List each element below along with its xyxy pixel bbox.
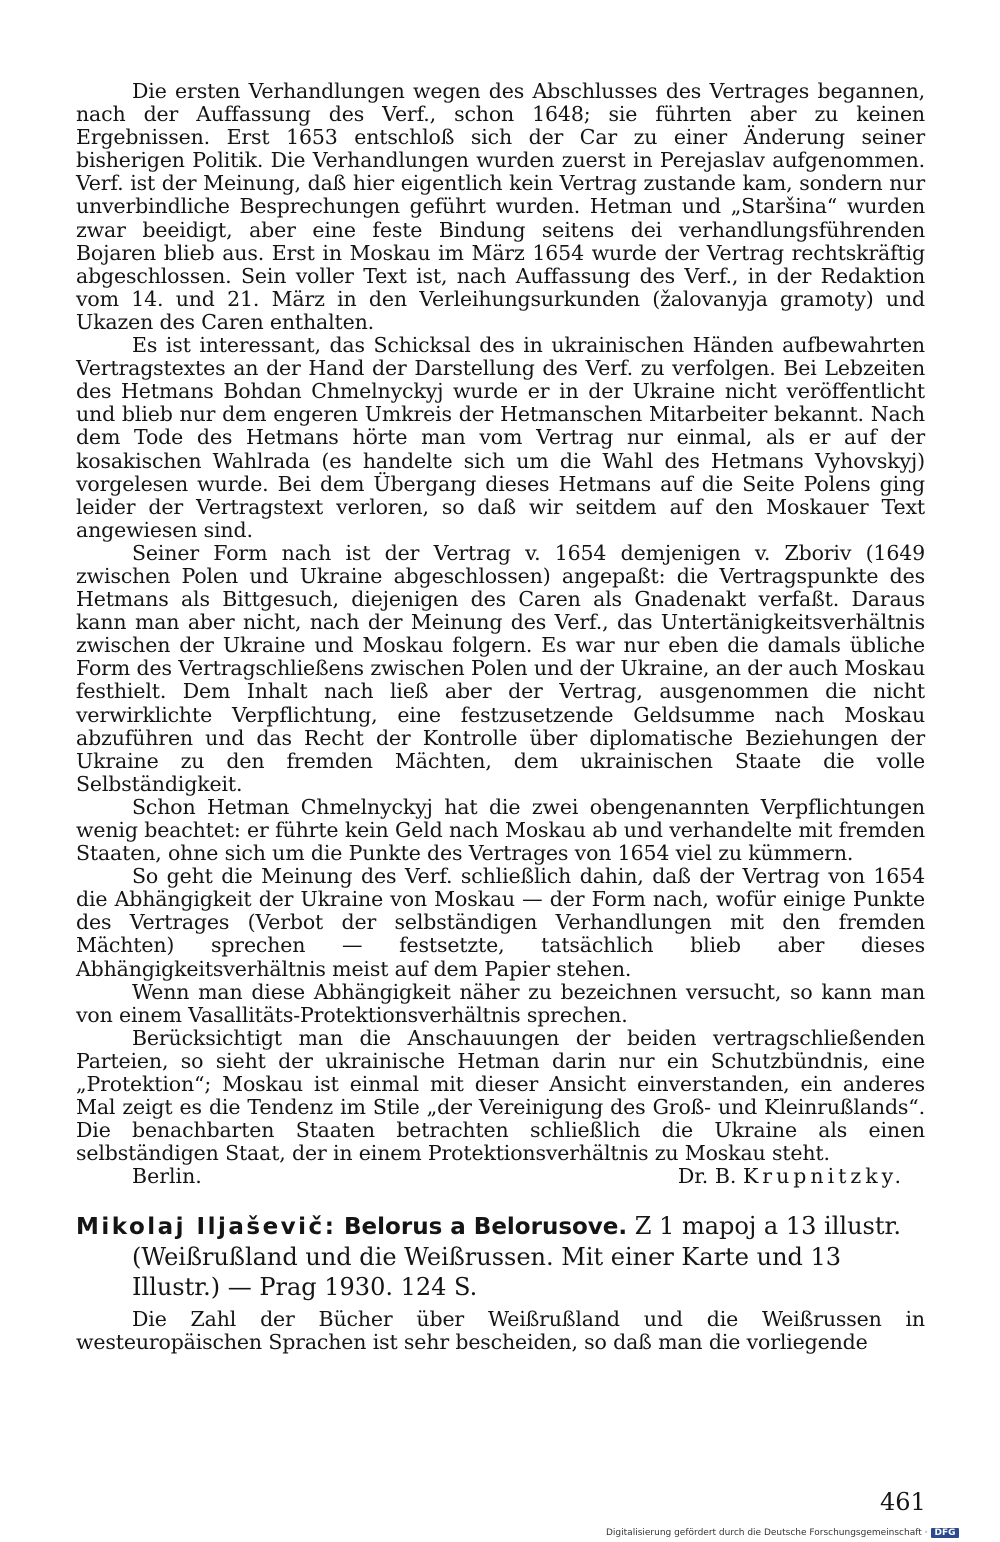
paragraph-3: Seiner Form nach ist der Vertrag v. 1654 demjenigen v. Zboriv (1649 zwischen Polen und Ukraine abgeschlossen) angepaßt: die Vertragspunkte des Hetmans als Bittgesuch, diejenigen des Caren als Gnadenakt verfaßt. Daraus kann man aber nicht, nach der Meinung des Verf., das Untertänigkeitsverhältnis zwischen der Ukraine und Moskau folgern. Es war nur eben die damals übliche Form des Vertragschließens zwischen Polen und der Ukraine, an der auch Moskau festhielt. Dem Inhalt nach ließ aber der Vertrag, ausgenommen die nicht verwirklichte Verpflichtung, eine festzusetzende Geldsumme nach Moskau abzuführen und das Recht der Kontrolle über diplomatische Beziehungen der Ukraine zu den fremden Mächten, dem ukrainischen Staate die volle Selbständigkeit. [76, 540, 925, 796]
signature-line [76, 1165, 925, 1188]
paragraph-2: Es ist interessant, das Schicksal des in ukrainischen Händen aufbewahrten Vertragstextes an der Hand der Darstellung des Verf. zu verfolgen. Bei Lebzeiten des Hetmans Bohdan Chmelnyckyj wurde er in der Ukraine nicht veröffentlicht und blieb nur dem engeren Umkreis der Hetmanschen Mitarbeiter bekannt. Nach dem Tode des Hetmans hörte man vom Vertrag nur einmal, als er auf der kosakischen Wahlrada (es handelte sich um die Wahl des Hetmans Vyhovskyj) vorgelesen wurde. Bei dem Übergang dieses Hetmans auf die Seite Polens ging leider der Vertragstext verloren, so daß wir seitdem auf den Moskauer Text angewiesen sind. [76, 333, 925, 542]
paragraph-5: So geht die Meinung des Verf. schließlich dahin, daß der Vertrag von 1654 die Abhängigkeit der Ukraine von Moskau — der Form nach, wofür einige Punkte des Vertrages (Verbot der selbständigen Verhandlungen mit den fremden Mächten) sprechen — festsetzte, tatsächlich blieb aber dieses Abhängigkeitsverhältnis meist auf dem Papier stehen. [76, 864, 925, 981]
paragraph-4: Schon Hetman Chmelnyckyj hat die zwei obengenannten Verpflichtungen wenig beachtet: er führte kein Geld nach Moskau ab und verhandelte mit fremden Staaten, ohne sich um die Punkte des Vertrages von 1654 viel zu kümmern. [76, 794, 925, 866]
paragraph-7: Berücksichtigt man die Anschauungen der beiden vertragschließenden Parteien, so sieht der ukrainische Hetman darin nur ein Schutzbündnis, eine „Protektion“; Moskau ist einmal mit dieser Ansicht einverstanden, ein anderes Mal zeigt es die Tendenz im Stile „der Vereinigung des Groß- und Kleinrußlands“. Die benachbarten Staaten betrachten schließlich die Ukraine als einen selbständigen Staat, der in einem Protektionsverhältnis zu Moskau steht. [76, 1025, 925, 1166]
review-heading [76, 1211, 925, 1302]
review-author: Mikolaj Iljaševič: [76, 1213, 337, 1240]
page-number: 461 [880, 1488, 926, 1516]
signature-author-prefix: Dr. B. [677, 1164, 737, 1189]
review-book-details: Z 1 mapoj a 13 illustr. (Weißrußland und die Weißrussen. Mit einer Karte und 13 Illustr.) — Prag 1930. 124 S. [132, 1211, 901, 1301]
review-book-title: Belorus a Belorusove. [344, 1213, 628, 1240]
signature-author-name: Krupnitzky. [742, 1164, 905, 1189]
document-page [76, 80, 925, 1354]
dfg-logo: DFG [931, 1528, 958, 1538]
paragraph-6: Wenn man diese Abhängigkeit näher zu bezeichnen versucht, so kann man von einem Vasallitäts-Protektionsverhältnis sprechen. [76, 979, 925, 1027]
signature-author [678, 1165, 925, 1188]
footer-text: Digitalisierung gefördert durch die Deutsche Forschungsgemeinschaft · [606, 1528, 928, 1538]
signature-place: Berlin. [132, 1164, 202, 1189]
paragraph-1: Die ersten Verhandlungen wegen des Abschlusses des Vertrages begannen, nach der Auffassung des Verf., schon 1648; sie führten aber zu keinen Ergebnissen. Erst 1653 entschloß sich der Car zu einer Änderung seiner bisherigen Politik. Die Verhandlungen wurden zuerst in Perejaslav aufgenommen. Verf. ist der Meinung, daß hier eigentlich kein Vertrag zustande kam, sondern nur unverbindliche Besprechungen geführt wurden. Hetman und „Staršina“ wurden zwar beeidigt, aber eine feste Bindung seitens dei verhandlungsführenden Bojaren blieb aus. Erst in Moskau im März 1654 wurde der Vertrag rechtskräftig abgeschlossen. Sein voller Text ist, nach Auffassung des Verf., in der Redaktion vom 14. und 21. März in den Verleihungsurkunden (žalovanyja gramoty) und Ukazen des Caren enthalten. [76, 79, 925, 334]
review-paragraph: Die Zahl der Bücher über Weißrußland und die Weißrussen in westeuropäischen Sprachen ist sehr bescheiden, so daß man die vorliegende [76, 1306, 925, 1354]
digitization-footer [606, 1528, 959, 1538]
